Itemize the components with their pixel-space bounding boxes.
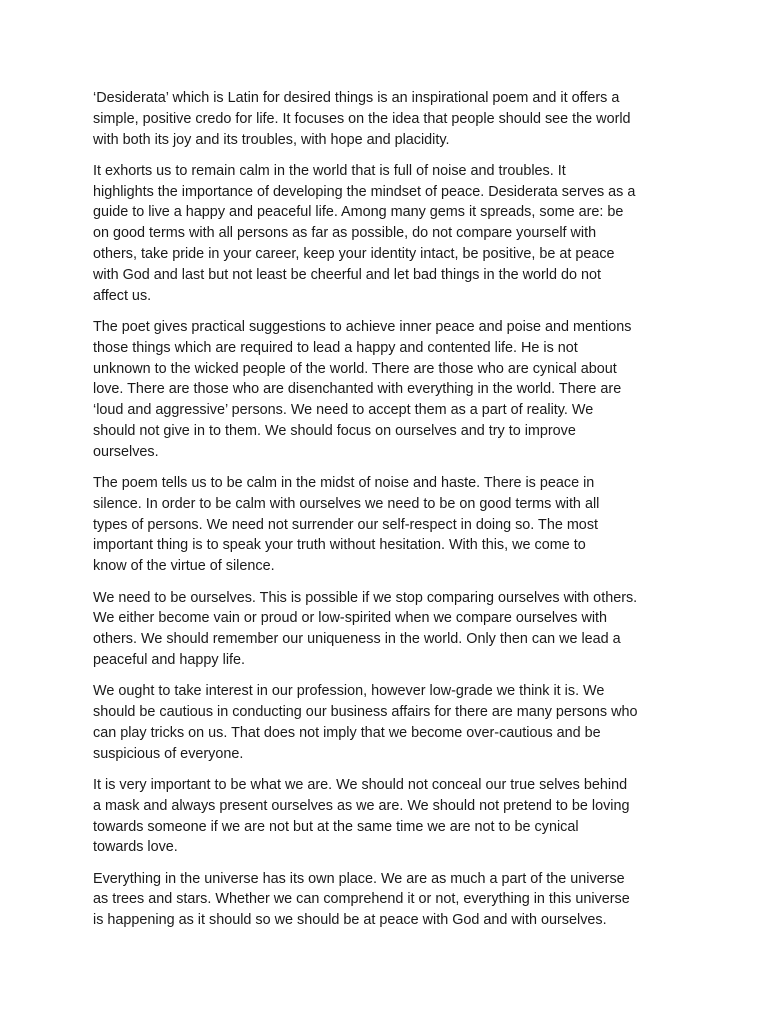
paragraph-7: It is very important to be what we are. We should not conceal our true selves behind a mask and always present ourselves as we are. We should not pretend to be loving towards someone if we are not but at the same time we are not to be cynical towards love. [93, 776, 630, 856]
paragraph-2: It exhorts us to remain calm in the world that is full of noise and troubles. It highlights the importance of developing the mindset of peace. Desiderata serves as a guide to live a happy and peaceful life. Among many gems it spreads, some are: be on good terms with all persons as far as possible, do not compare yourself with others, take pride in your career, keep your identity intact, be positive, be at peace with God and last but not least be cheerful and let bad things in the world do not affect us. [93, 162, 636, 304]
paragraph-1: ‘Desiderata’ which is Latin for desired things is an inspirational poem and it offers a simple, positive credo for life. It focuses on the idea that people should see the world with both its joy and its troubles, with hope and placidity. [93, 90, 631, 148]
paragraph-6: We ought to take interest in our profession, however low-grade we think it is. We should be cautious in conducting our business affairs for there are many persons who can play tricks on us. That does not imply that we become over-cautious and be suspicious of everyone. [93, 683, 638, 762]
paragraph-4: The poem tells us to be calm in the midst of noise and haste. There is peace in silence. In order to be calm with ourselves we need to be on good terms with all types of persons. We need not surrender our self-respect in doing so. The most important thing is to speak your truth without hesitation. With this, we come to know of the virtue of silence. [93, 475, 600, 575]
paragraph-3: The poet gives practical suggestions to achieve inner peace and poise and mentions those things which are required to lead a happy and contented life. He is not unknown to the wicked people of the world. There are those who are cynical about love. There are those who are disenchanted with everything in the world. There are ‘loud and aggressive’ persons. We need to accept them as a part of reality. We should not give in to them. We should focus on ourselves and try to improve ourselves. [93, 318, 632, 460]
paragraph-5: We need to be ourselves. This is possible if we stop comparing ourselves with others. We either become vain or proud or low-spirited when we compare ourselves with others. We should remember our uniqueness in the world. Only then can we lead a peaceful and happy life. [93, 589, 638, 668]
paragraph-8: Everything in the universe has its own place. We are as much a part of the universe as trees and stars. Whether we can comprehend it or not, everything in this universe is happening as it should so we should be at peace with God and with ourselves. [93, 870, 630, 929]
document-body [93, 88, 683, 941]
